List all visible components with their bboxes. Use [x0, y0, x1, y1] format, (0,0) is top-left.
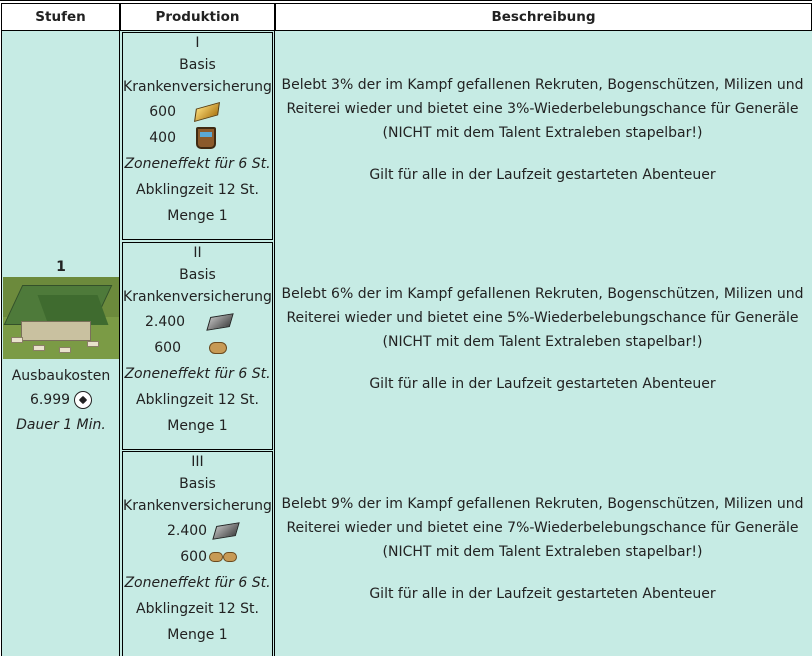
resource-value: 600	[180, 549, 207, 565]
beschreibung-column	[275, 31, 812, 656]
football-icon	[74, 391, 92, 409]
description-1	[275, 73, 810, 187]
cooldown: Abklingzeit 12 St.	[136, 182, 259, 198]
gold-bar-icon	[194, 102, 220, 122]
resource-value: 2.400	[145, 314, 186, 330]
production-cell-2	[122, 242, 273, 450]
description-3	[275, 492, 810, 606]
description-line: Gilt für alle in der Laufzeit gestarteten Abenteuer	[369, 167, 716, 183]
bucket-icon	[196, 127, 216, 149]
item-name-line2: Krankenversicherung	[123, 498, 272, 514]
resource-row-1	[123, 309, 272, 335]
zone-effect: Zoneneffekt für 6 St.	[124, 156, 271, 172]
zone-effect: Zoneneffekt für 6 St.	[124, 575, 271, 591]
description-2	[275, 282, 810, 396]
metal-bar-icon	[206, 313, 233, 331]
description-line: Belebt 6% der im Kampf gefallenen Rekruten, Bogenschützen, Milizen und	[281, 286, 804, 302]
description-line: Belebt 3% der im Kampf gefallenen Rekruten, Bogenschützen, Milizen und	[281, 77, 804, 93]
stufe-number: 1	[56, 259, 66, 275]
description-line: (NICHT mit dem Talent Extraleben stapelbar!)	[382, 544, 703, 560]
produktion-column	[120, 31, 275, 656]
quantity: Menge 1	[167, 208, 228, 224]
stufen-cell	[1, 31, 120, 656]
level-numeral: III	[191, 454, 204, 470]
header-produktion: Produktion	[120, 3, 275, 31]
resource-row-2	[123, 335, 272, 361]
hospital-building-image	[3, 277, 119, 359]
item-name-line1: Basis	[179, 57, 216, 73]
resource-row-2	[123, 544, 272, 570]
dauer-text: Dauer 1 Min.	[16, 417, 106, 433]
cooldown: Abklingzeit 12 St.	[136, 392, 259, 408]
description-line: Belebt 9% der im Kampf gefallenen Rekruten, Bogenschützen, Milizen und	[281, 496, 804, 512]
resource-row-2	[123, 125, 272, 151]
cooldown: Abklingzeit 12 St.	[136, 601, 259, 617]
resource-row-1	[123, 518, 272, 544]
production-cell-1	[122, 32, 273, 240]
resource-value: 600	[149, 104, 176, 120]
quantity: Menge 1	[167, 627, 228, 643]
description-line: (NICHT mit dem Talent Extraleben stapelbar!)	[382, 125, 703, 141]
ausbaukosten-label: Ausbaukosten	[11, 368, 111, 384]
cost-row	[2, 387, 120, 413]
description-line: Reiterei wieder und bietet eine 3%-Wiederbelebungschance für Generäle	[286, 101, 799, 117]
description-line: Reiterei wieder und bietet eine 7%-Wiederbelebungschance für Generäle	[286, 520, 799, 536]
log-icon	[209, 342, 227, 354]
item-name-line2: Krankenversicherung	[123, 79, 272, 95]
item-name-line1: Basis	[179, 267, 216, 283]
quantity: Menge 1	[167, 418, 228, 434]
level-numeral: II	[193, 245, 202, 261]
stufen-block	[2, 257, 120, 437]
description-line: Gilt für alle in der Laufzeit gestarteten Abenteuer	[369, 586, 716, 602]
table-top-border	[0, 0, 812, 2]
metal-bar-icon	[212, 522, 239, 540]
cost-value: 6.999	[29, 392, 71, 408]
description-line: Reiterei wieder und bietet eine 5%-Wiederbelebungschance für Generäle	[286, 310, 799, 326]
resource-value: 2.400	[167, 523, 208, 539]
header-stufen: Stufen	[1, 3, 120, 31]
resource-value: 600	[154, 340, 181, 356]
zone-effect: Zoneneffekt für 6 St.	[124, 366, 271, 382]
resource-value: 400	[149, 130, 176, 146]
logs-icon	[209, 552, 237, 562]
item-name-line2: Krankenversicherung	[123, 289, 272, 305]
production-cell-3	[122, 451, 273, 656]
item-name-line1: Basis	[179, 476, 216, 492]
level-numeral: I	[195, 35, 200, 51]
description-line: Gilt für alle in der Laufzeit gestarteten Abenteuer	[369, 376, 716, 392]
header-beschreibung: Beschreibung	[275, 3, 812, 31]
resource-row-1	[123, 99, 272, 125]
description-line: (NICHT mit dem Talent Extraleben stapelbar!)	[382, 334, 703, 350]
